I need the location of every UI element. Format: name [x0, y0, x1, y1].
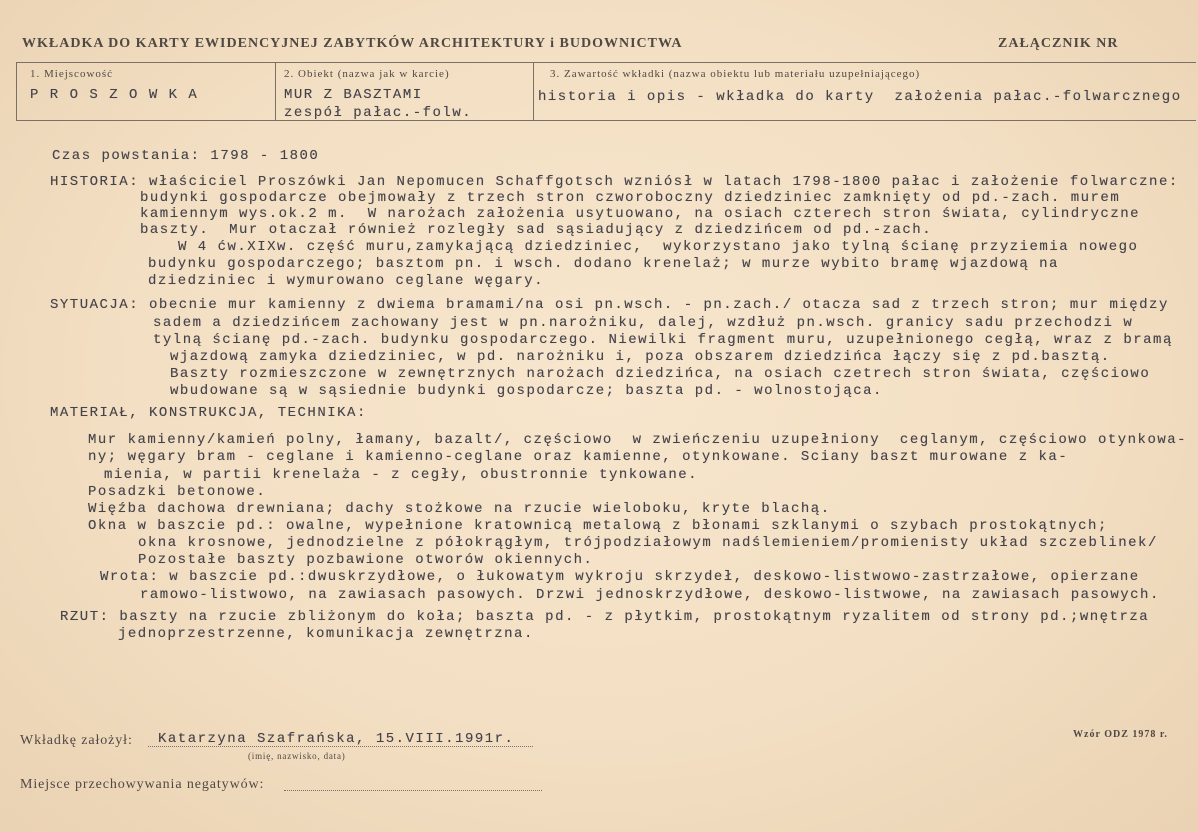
author-label: Wkładkę założył:	[20, 733, 133, 748]
material-line: okna krosnowe, jednodzielne z półokrągłym, trójpodziałowym nadślemieniem/promienisty układ szczeblinek/	[138, 535, 1158, 551]
historia-line: HISTORIA: właściciel Proszówki Jan Nepomucen Schaffgotsch wzniósł w latach 1798-1800 pałac i założenie folwarczne:	[50, 174, 1179, 190]
box-top-rule	[16, 62, 1196, 63]
attachment-number-label: ZAŁĄCZNIK NR	[998, 36, 1119, 51]
material-heading: MATERIAŁ, KONSTRUKCJA, TECHNIKA:	[50, 405, 367, 421]
historia-line: dziedziniec i wymurowano ceglane węgary.	[148, 273, 545, 289]
author-hint: (imię, nazwisko, data)	[248, 751, 346, 761]
box-divider-1	[275, 62, 276, 120]
historia-line: W 4 ćw.XIXw. część muru,zamykającą dziedziniec, wykorzystano jako tylną ścianę przyziemia nowego	[178, 239, 1139, 255]
material-line: Pozostałe baszty pozbawione otworów okiennych.	[138, 552, 594, 568]
locality-value: P R O S Z O W K A	[30, 87, 199, 103]
card-title: WKŁADKA DO KARTY EWIDENCYJNEJ ZABYTKÓW ARCHITEKTURY i BUDOWNICTWA	[22, 36, 683, 51]
material-line: ramowo-listwowo, na zawiasach pasowych. Drzwi jednoskrzydłowe, deskowo-listwowe, na zawiasach pasowych.	[140, 587, 1160, 603]
material-line: Mur kamienny/kamień polny, łamany, bazalt/, częściowo w zwieńczeniu uzupełniony ceglanym, częściowo otynkowa-	[88, 432, 1188, 448]
sytuacja-line: wjazdową zamyka dziedziniec, w pd. narożniku i, poza obszarem dziedzińca łączy się z pd.basztą.	[170, 349, 1111, 365]
material-line: Okna w baszcie pd.: owalne, wypełnione kratownicą metalową z błonami szklanymi o szybach prostokątnych;	[88, 518, 1108, 534]
historia-line: budynki gospodarcze obejmowały z trzech stron czworoboczny dziedziniec zamknięty od pd.-zach. murem	[140, 190, 1121, 206]
object-value-line: zespół pałac.-folw.	[284, 105, 473, 121]
material-line: mienia, w partii krenelaża - z cegły, obustronnie tynkowane.	[104, 467, 699, 483]
negatives-label: Miejsce przechowywania negatywów:	[20, 777, 265, 792]
material-line: Więźba dachowa drewniana; dachy stożkowe na rzucie wieloboku, kryte blachą.	[88, 501, 831, 517]
sytuacja-line: sadem a dziedzińcem zachowany jest w pn.narożniku, dalej, wzdłuż pn.wsch. granicy sadu przechodzi w	[153, 315, 1134, 331]
rzut-line: RZUT: baszty na rzucie zbliżonym do koła; baszta pd. - z płytkim, prostokątnym ryzalitem od strony pd.;wnętrza	[60, 609, 1150, 625]
box-left-rule	[16, 62, 17, 120]
box-divider-2	[533, 62, 534, 120]
negatives-dotted-line	[284, 790, 542, 791]
object-value-line: MUR Z BASZTAMI	[284, 87, 423, 103]
material-line: ny; węgary bram - ceglane i kamienno-ceglane oraz kamienne, otynkowane. Sciany baszt murowane z ka-	[88, 449, 1069, 465]
object-label: 2. Obiekt (nazwa jak w karcie)	[284, 68, 450, 80]
sytuacja-line: SYTUACJA: obecnie mur kamienny z dwiema bramami/na osi pn.wsch. - pn.zach./ otacza sad z trzech stron; mur między	[50, 297, 1169, 313]
historia-line: kamiennym wys.ok.2 m. W narożach założenia usytuowano, na osiach czterech stron świata, cylindryczne	[140, 206, 1141, 222]
material-line: Posadzki betonowe.	[88, 484, 267, 500]
box-bottom-rule	[16, 120, 1196, 121]
historia-line: budynku gospodarczego; basztom pn. i wsch. dodano krenelaż; w murze wybito bramę wjazdową na	[148, 256, 1059, 272]
sytuacja-line: tylną ścianę pd.-zach. budynku gospodarczego. Niewilki fragment muru, uzupełnionego cegłą, wraz z bramą	[153, 332, 1173, 348]
locality-label: 1. Miejscowość	[30, 68, 114, 80]
contents-label: 3. Zawartość wkładki (nazwa obiektu lub materiału uzupełniającego)	[550, 68, 921, 80]
material-line: Wrota: w baszcie pd.:dwuskrzydłowe, o łukowatym wykroju skrzydeł, deskowo-listwowo-zastrzałowe, opierzane	[100, 569, 1140, 585]
sytuacja-line: wbudowane są w sąsiednie budynki gospodarcze; baszta pd. - wolnostojąca.	[170, 383, 883, 399]
author-value: Katarzyna Szafrańska, 15.VIII.1991r.	[158, 731, 515, 747]
sytuacja-line: Baszty rozmieszczone w zewnętrznych narożach dziedzińca, na osiach czetrech stron świata, częściowo	[170, 366, 1151, 382]
historia-line: baszty. Mur otaczał również rozległy sad sąsiadujący z dziedzińcem od pd.-zach.	[140, 222, 933, 238]
form-code: Wzór ODZ 1978 r.	[1073, 729, 1168, 740]
construction-date: Czas powstania: 1798 - 1800	[52, 148, 320, 164]
rzut-line: jednoprzestrzenne, komunikacja zewnętrzna.	[118, 626, 534, 642]
contents-value: historia i opis - wkładka do karty założenia pałac.-folwarcznego	[538, 89, 1182, 105]
